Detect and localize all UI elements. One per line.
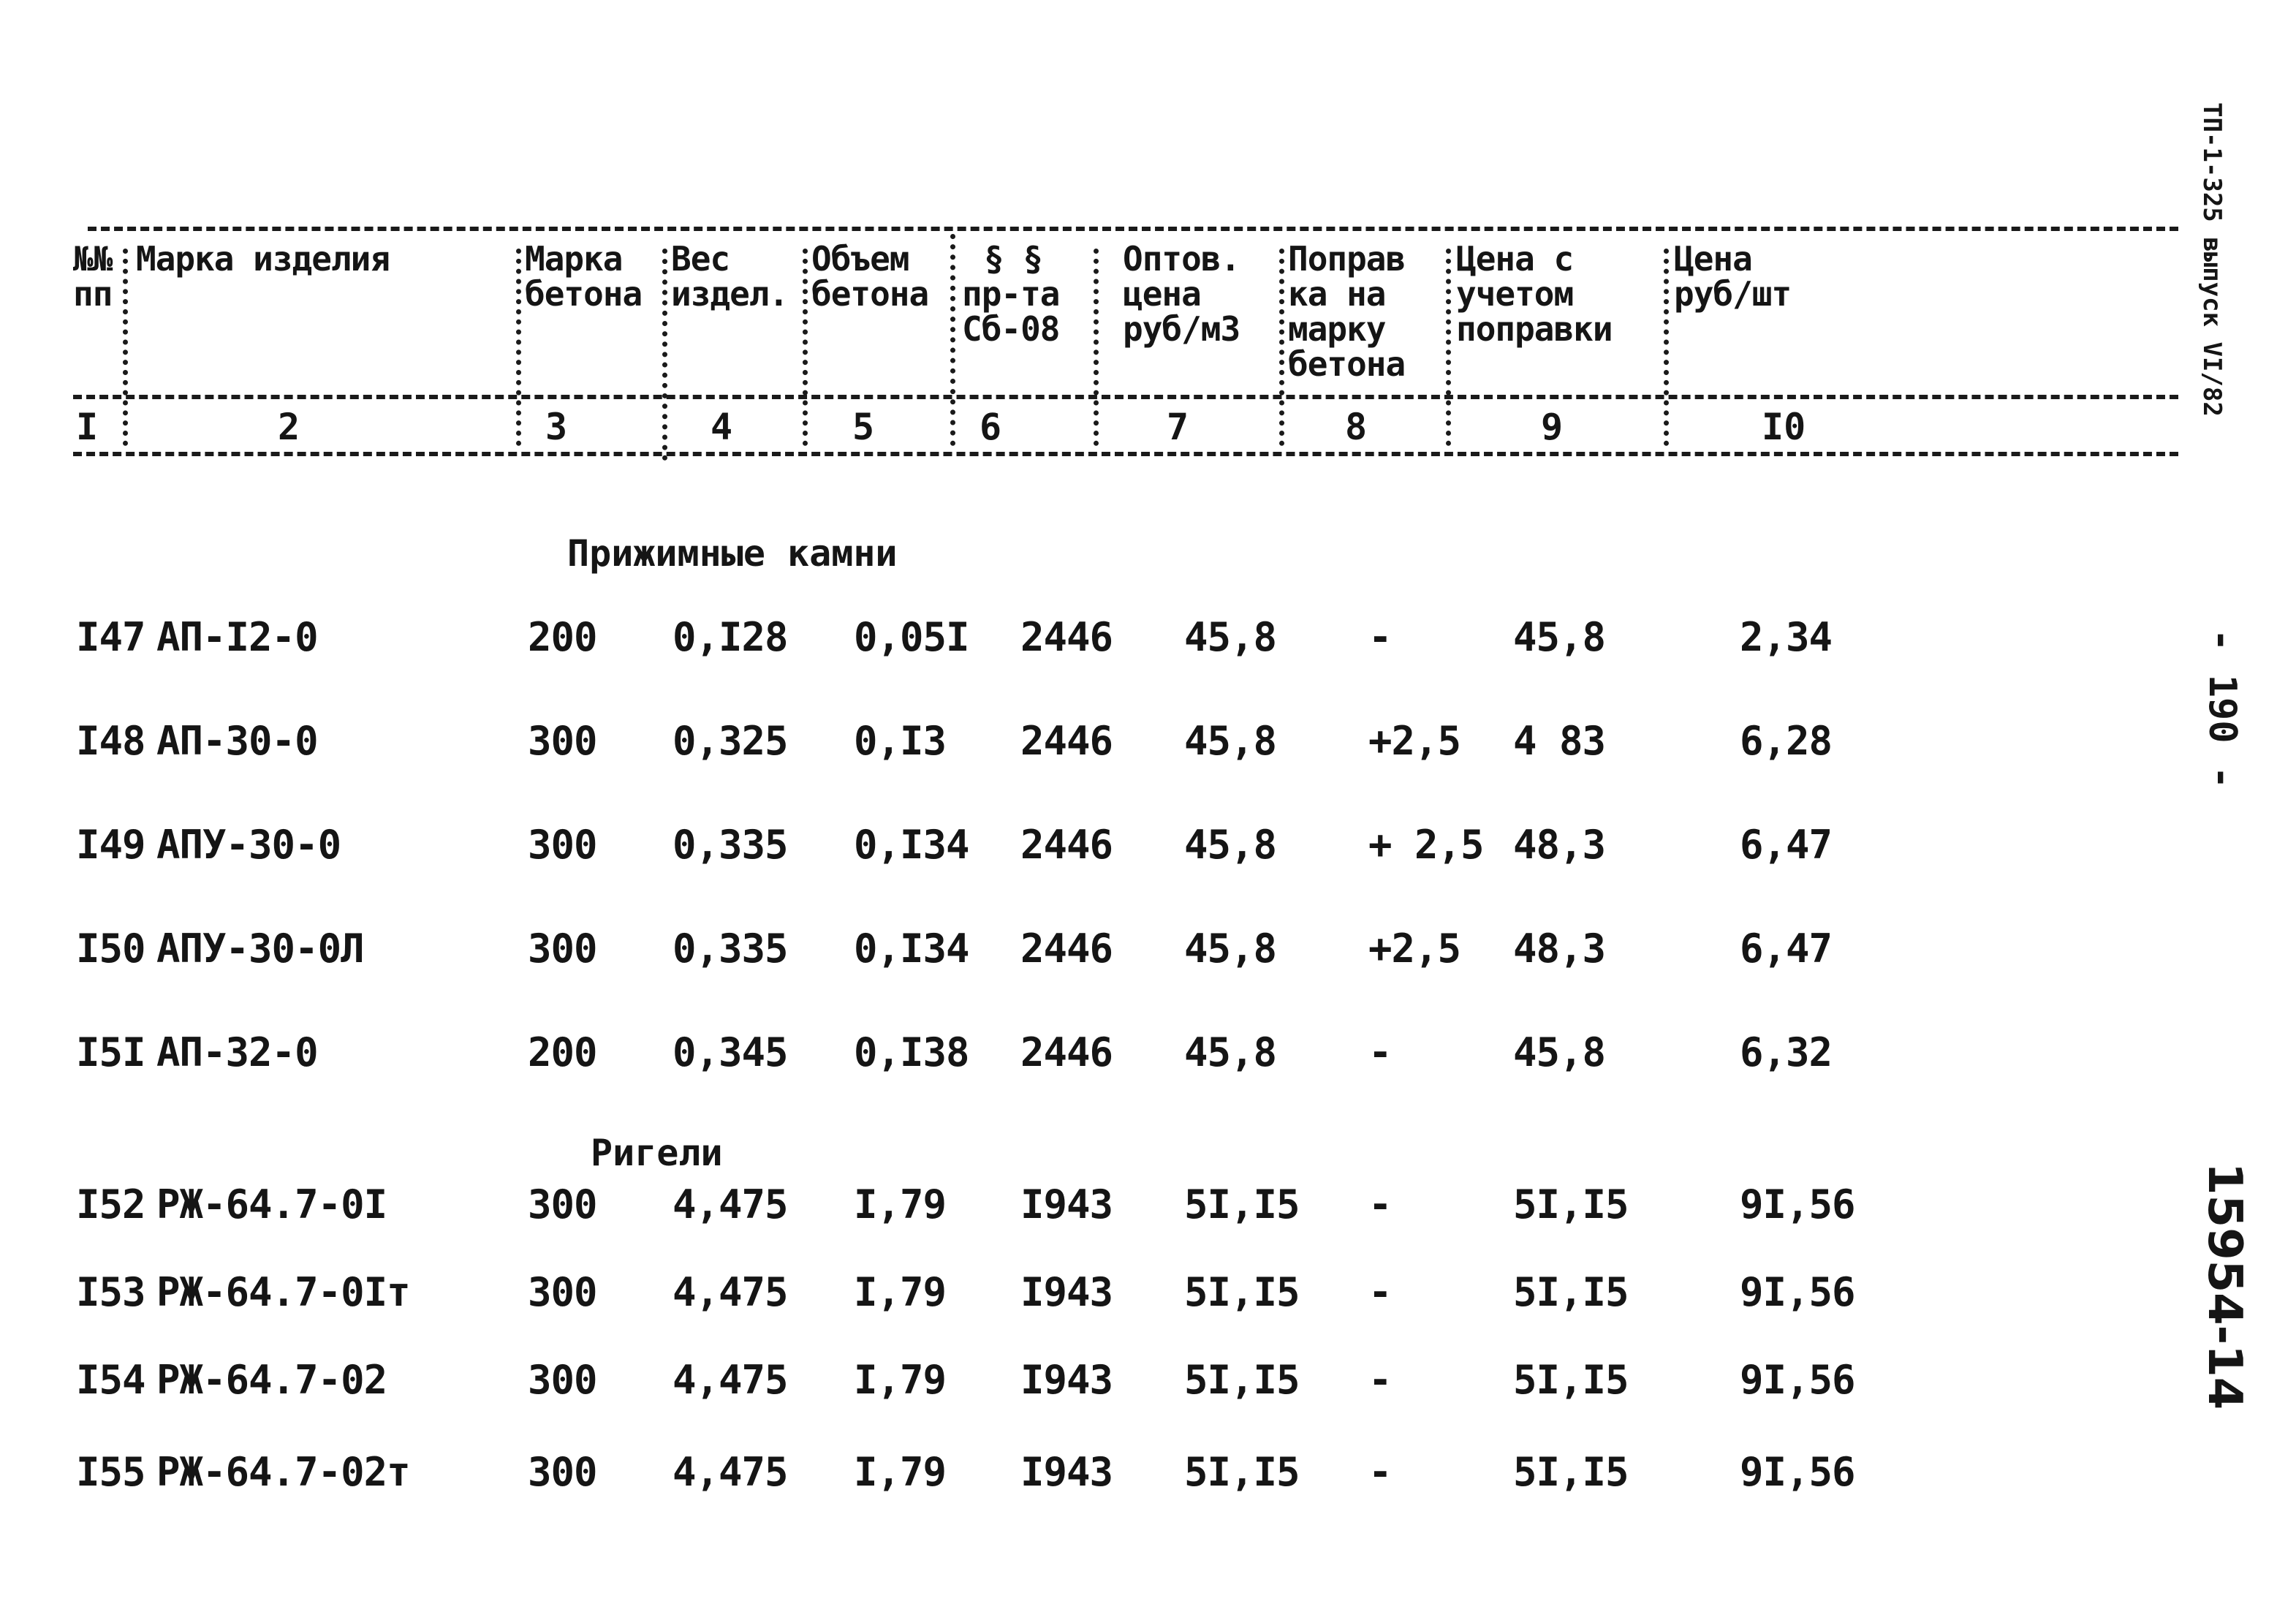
cell-section: I943 [1020, 1269, 1113, 1315]
cell-num: I55 [76, 1449, 145, 1495]
cell-num: I48 [76, 718, 145, 764]
cell-weight: 4,475 [672, 1449, 788, 1495]
cell-correction: - [1368, 1449, 1392, 1495]
cell-volume: 0,I34 [854, 926, 969, 972]
col-separator [123, 249, 128, 446]
cell-mark: АП-30-0 [156, 718, 318, 764]
cell-grade: 200 [528, 1029, 597, 1075]
cell-mark: РЖ-64.7-02 [156, 1357, 387, 1403]
cell-unit-price: 6,32 [1740, 1029, 1833, 1075]
cell-correction: - [1368, 1181, 1392, 1227]
section-title: Прижимные камни [567, 532, 898, 575]
cell-correction: - [1368, 614, 1392, 660]
cell-volume: 0,05I [854, 614, 969, 660]
cell-price: 45,8 [1184, 614, 1277, 660]
cell-price: 45,8 [1184, 822, 1277, 868]
margin-page-number: - 190 - [2200, 629, 2244, 790]
cell-grade: 300 [528, 822, 597, 868]
header-col5: Объем бетона [811, 239, 929, 314]
header-col9: Цена с учетом поправки [1456, 239, 1613, 349]
cell-grade: 300 [528, 1357, 597, 1403]
cell-corrected-price: 5I,I5 [1513, 1181, 1629, 1227]
col-separator [1446, 249, 1451, 446]
cell-corrected-price: 45,8 [1513, 1029, 1606, 1075]
cell-unit-price: 6,47 [1740, 926, 1833, 972]
cell-corrected-price: 5I,I5 [1513, 1269, 1629, 1315]
cell-mark: АП-32-0 [156, 1029, 318, 1075]
header-col8: Поправ ка на марку бетона [1288, 239, 1406, 384]
col-number: 4 [711, 406, 733, 448]
col-number: 3 [545, 406, 568, 448]
col-separator [1664, 249, 1669, 446]
cell-num: I50 [76, 926, 145, 972]
cell-volume: I,79 [854, 1269, 947, 1315]
cell-grade: 300 [528, 718, 597, 764]
cell-unit-price: 6,28 [1740, 718, 1833, 764]
cell-num: I53 [76, 1269, 145, 1315]
cell-corrected-price: 48,3 [1513, 822, 1606, 868]
cell-grade: 300 [528, 926, 597, 972]
header-col1: №№ пп [73, 239, 113, 314]
cell-grade: 200 [528, 614, 597, 660]
cell-section: 2446 [1020, 718, 1113, 764]
header-middle-rule [73, 395, 2178, 399]
col-number: 5 [852, 406, 875, 448]
cell-mark: РЖ-64.7-02т [156, 1449, 410, 1495]
cell-correction: +2,5 [1368, 926, 1461, 972]
cell-num: I49 [76, 822, 145, 868]
cell-weight: 4,475 [672, 1357, 788, 1403]
cell-volume: I,79 [854, 1357, 947, 1403]
header-col4: Вес издел. [671, 239, 789, 314]
col-number: 8 [1345, 406, 1368, 448]
cell-price: 5I,I5 [1184, 1449, 1300, 1495]
col-separator [950, 234, 955, 446]
margin-stamp: ТП-1-325 выпуск VI/82 [2197, 102, 2227, 417]
header-col10: Цена руб/шт [1674, 239, 1792, 314]
col-number: 2 [278, 406, 300, 448]
cell-corrected-price: 5I,I5 [1513, 1449, 1629, 1495]
cell-mark: РЖ-64.7-0Iт [156, 1269, 410, 1315]
cell-mark: АПУ-30-0 [156, 822, 341, 868]
cell-unit-price: 9I,56 [1740, 1181, 1855, 1227]
cell-unit-price: 6,47 [1740, 822, 1833, 868]
cell-section: 2446 [1020, 1029, 1113, 1075]
cell-weight: 0,345 [672, 1029, 788, 1075]
cell-section: 2446 [1020, 822, 1113, 868]
col-separator [1279, 249, 1284, 446]
cell-price: 45,8 [1184, 718, 1277, 764]
cell-num: I47 [76, 614, 145, 660]
cell-num: I52 [76, 1181, 145, 1227]
cell-weight: 0,335 [672, 822, 788, 868]
cell-corrected-price: 5I,I5 [1513, 1357, 1629, 1403]
cell-mark: РЖ-64.7-0I [156, 1181, 387, 1227]
cell-unit-price: 9I,56 [1740, 1357, 1855, 1403]
cell-corrected-price: 4 83 [1513, 718, 1606, 764]
cell-grade: 300 [528, 1449, 597, 1495]
cell-correction: - [1368, 1269, 1392, 1315]
col-number: 7 [1167, 406, 1189, 448]
cell-section: I943 [1020, 1449, 1113, 1495]
cell-correction: + 2,5 [1368, 822, 1484, 868]
cell-unit-price: 9I,56 [1740, 1269, 1855, 1315]
header-bottom-rule [73, 452, 2178, 456]
cell-mark: АП-I2-0 [156, 614, 318, 660]
col-separator [516, 249, 521, 446]
cell-volume: I,79 [854, 1449, 947, 1495]
cell-num: I54 [76, 1357, 145, 1403]
margin-doc-number: 15954-14 [2197, 1162, 2251, 1410]
col-separator [662, 249, 667, 461]
cell-section: 2446 [1020, 614, 1113, 660]
header-top-rule [88, 227, 2178, 231]
cell-unit-price: 9I,56 [1740, 1449, 1855, 1495]
cell-weight: 0,325 [672, 718, 788, 764]
cell-volume: 0,I34 [854, 822, 969, 868]
cell-price: 5I,I5 [1184, 1357, 1300, 1403]
cell-correction: - [1368, 1029, 1392, 1075]
section-title: Ригели [591, 1132, 723, 1174]
header-col6: § § пр-та Сб-08 [962, 239, 1060, 349]
cell-num: I5I [76, 1029, 145, 1075]
cell-price: 5I,I5 [1184, 1181, 1300, 1227]
col-number: I [76, 406, 99, 448]
cell-correction: - [1368, 1357, 1392, 1403]
col-separator [803, 249, 808, 446]
cell-section: I943 [1020, 1357, 1113, 1403]
cell-weight: 0,335 [672, 926, 788, 972]
header-col7: Оптов. цена руб/м3 [1123, 239, 1240, 349]
cell-volume: 0,I3 [854, 718, 947, 764]
col-number: 6 [980, 406, 1002, 448]
cell-weight: 4,475 [672, 1181, 788, 1227]
cell-volume: I,79 [854, 1181, 947, 1227]
cell-section: I943 [1020, 1181, 1113, 1227]
col-separator [1094, 249, 1099, 446]
cell-weight: 4,475 [672, 1269, 788, 1315]
cell-corrected-price: 48,3 [1513, 926, 1606, 972]
cell-mark: АПУ-30-0Л [156, 926, 364, 972]
cell-grade: 300 [528, 1269, 597, 1315]
cell-corrected-price: 45,8 [1513, 614, 1606, 660]
cell-price: 45,8 [1184, 926, 1277, 972]
cell-volume: 0,I38 [854, 1029, 969, 1075]
cell-price: 45,8 [1184, 1029, 1277, 1075]
cell-grade: 300 [528, 1181, 597, 1227]
col-number: I0 [1762, 406, 1806, 448]
cell-price: 5I,I5 [1184, 1269, 1300, 1315]
header-col3: Марка бетона [525, 239, 643, 314]
header-col2: Марка изделия [136, 239, 390, 279]
cell-section: 2446 [1020, 926, 1113, 972]
cell-unit-price: 2,34 [1740, 614, 1833, 660]
cell-weight: 0,I28 [672, 614, 788, 660]
cell-correction: +2,5 [1368, 718, 1461, 764]
col-number: 9 [1541, 406, 1564, 448]
